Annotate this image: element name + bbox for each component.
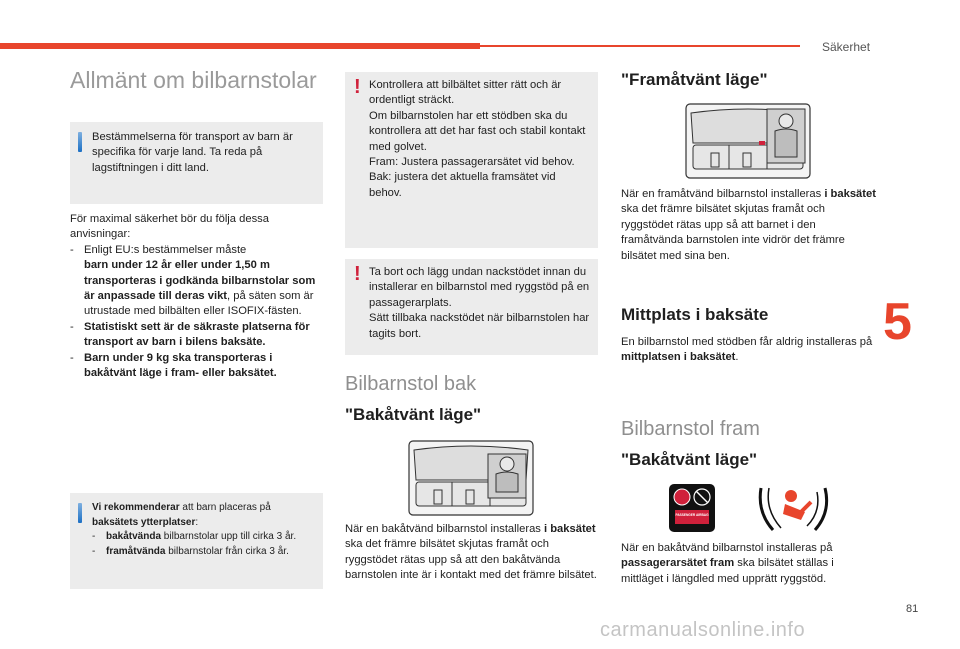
header-accent-bar [0, 43, 480, 49]
list-item: - framåtvända bilbarnstolar från cirka 3 år. [92, 545, 289, 557]
airbag-off-icon [669, 484, 715, 532]
header-accent-line [480, 45, 800, 47]
heading-forward: "Framåtvänt läge" [621, 70, 768, 89]
rear-seat-rearward-illustration [408, 440, 534, 516]
list-item: - bakåtvända bilbarnstolar upp till cirka 3 år. [92, 531, 297, 542]
info-icon [78, 503, 82, 523]
list-item: - Enligt EU:s bestämmelser måste barn under 12 år eller under 1,50 m transporteras i godkända bilbarnstolar som är anpassade till deras vikt, på säten som är utrustade med bilbälten eller ISOFIX-fästen. [70, 243, 316, 318]
list-item: - Statistiskt sett är de säkraste platserna för transport av barn i bilens baksäte. [70, 320, 310, 349]
middle-text: En bilbarnstol med stödben får aldrig installeras på mittplatsen i baksätet. [621, 336, 873, 364]
heading-rearward: "Bakåtvänt läge" [345, 405, 482, 424]
forward-text: När en framåtvänd bilbarnstol installeras i baksätet ska det främre bilsätet skjutas framåt och ryggstödet rätas upp så att barnet i den framåtvända barnstolen inte vidrör det främre bilsätet med sina ben. [621, 188, 876, 262]
info-icon [78, 132, 82, 152]
warning-box-seatbelt: ! Kontrollera att bilbältet sitter rätt och är ordentligt sträckt. Om bilbarnstolen har ett stödben ska du kontrollera att det har fast och stabil kontakt med golvet. Fram: Justera passagerarsätet vid behov. Bak: justera det aktuella framsätet vid behov. [345, 72, 598, 248]
warning-icon: ! [354, 76, 361, 98]
front-text: När en bakåtvänd bilbarnstol installeras på passagerarsätet fram ska bilsätet ställas i mittläget i längdled med upprätt ryggstöd. [621, 542, 834, 585]
airbag-label-text: PASSENGER AIRBAG [675, 513, 709, 517]
rear-seat-forward-illustration [685, 103, 811, 179]
instructions-intro: För maximal säkerhet bör du följa dessa anvisningar: [70, 213, 269, 241]
warning-box-headrest: ! Ta bort och lägg undan nackstödet innan du installerar en bilbarnstol med ryggstöd på en passagerarplats. Sätt tillbaka nackstödet när bilbarnstolen har tagits bort. [345, 259, 598, 355]
list-item: - Barn under 9 kg ska transporteras i bakåtvänt läge i fram- eller baksätet. [70, 351, 277, 380]
rearward-text: När en bakåtvänd bilbarnstol installeras i baksätet ska det främre bilsätet skjutas framåt och ryggstödet rätas upp så att den bakåtvända barnstolen inte är i kontakt med det främre bilsätet. [345, 523, 597, 582]
info-text: Bestämmelserna för transport av barn är specifika för varje land. Ta reda på lagstiftningen i ditt land. [92, 131, 293, 174]
watermark: carmanualsonline.info [600, 619, 806, 641]
chapter-number: 5 [883, 293, 912, 351]
page-number: 81 [906, 603, 919, 615]
heading-rear-seat: Bilbarnstol bak [345, 373, 477, 395]
info-box-legislation [70, 122, 323, 204]
airbag-warning-label [669, 484, 715, 532]
heading-front-rearward: "Bakåtvänt läge" [621, 450, 758, 469]
section-title: Säkerhet [822, 40, 871, 54]
front-rearward-illustration [755, 482, 831, 536]
instructions [70, 212, 326, 381]
heading-middle-seat: Mittplats i baksäte [621, 305, 769, 324]
warning-icon: ! [354, 263, 361, 285]
page-title: Allmänt om bilbarnstolar [70, 67, 317, 93]
heading-front-seat: Bilbarnstol fram [621, 418, 760, 440]
info-box-recommendation: Vi rekommenderar att barn placeras på baksätets ytterplatser: - bakåtvända bilbarnstolar upp till cirka 3 år. - framåtvända bilbarnstolar från cirka 3 år. [70, 493, 323, 589]
